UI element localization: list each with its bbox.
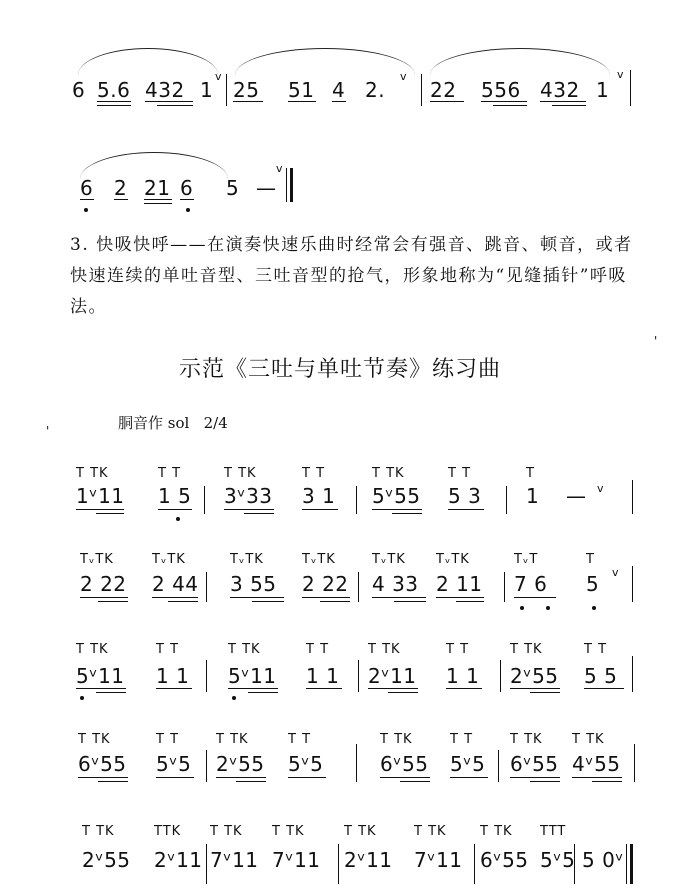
rhythm-underline bbox=[248, 692, 278, 693]
note-group: 2ᵛ11 bbox=[154, 848, 203, 872]
articulation-marks: T T bbox=[288, 732, 312, 747]
note-group: 2ᵛ11 bbox=[344, 848, 393, 872]
rhythm-underline bbox=[252, 601, 284, 602]
rhythm-underline bbox=[448, 509, 484, 510]
articulation-marks: T T bbox=[450, 732, 474, 747]
note-group: 5ᵛ55 bbox=[372, 484, 421, 508]
rhythm-underline bbox=[388, 692, 418, 693]
rhythm-underline bbox=[302, 509, 338, 510]
bar-line bbox=[206, 572, 207, 602]
articulation-marks: TTT bbox=[540, 824, 567, 839]
low-octave-dot bbox=[186, 208, 190, 212]
note: 6 bbox=[80, 176, 94, 200]
note-group: 胴音作 sol bbox=[118, 414, 190, 432]
bar-line bbox=[632, 480, 633, 514]
rhythm-underline bbox=[97, 105, 131, 106]
articulation-marks: T TK bbox=[78, 732, 111, 747]
bar-line bbox=[504, 572, 505, 602]
rhythm-underline bbox=[224, 509, 274, 510]
note-group: 6ᵛ55 bbox=[480, 848, 529, 872]
note-group: 4 33 bbox=[372, 572, 419, 596]
note-group: 5 3 bbox=[448, 484, 482, 508]
articulation-marks: TᵥTK bbox=[372, 552, 406, 567]
rhythm-underline bbox=[592, 781, 622, 782]
bar-line bbox=[358, 660, 359, 692]
articulation-marks: T TK bbox=[82, 824, 115, 839]
articulation-marks: T T bbox=[156, 642, 180, 657]
bar-line bbox=[630, 844, 633, 884]
example-title: 示范《三吐与单吐节奏》练习曲 bbox=[178, 357, 501, 382]
note: 51 bbox=[288, 78, 315, 102]
breath-mark: v bbox=[215, 70, 222, 83]
articulation-marks: T TK bbox=[224, 466, 257, 481]
note-group: 2ᵛ55 bbox=[510, 664, 559, 688]
articulation-marks: T TK bbox=[380, 732, 413, 747]
articulation-marks: T TK bbox=[480, 824, 513, 839]
bar-line bbox=[358, 572, 359, 602]
bar-line bbox=[356, 744, 357, 782]
rhythm-underline bbox=[288, 101, 316, 102]
rhythm-underline bbox=[80, 199, 94, 200]
articulation-marks: T TK bbox=[510, 642, 543, 657]
note: 1 bbox=[200, 78, 214, 102]
note-group: 1 bbox=[526, 484, 540, 508]
note: 21 bbox=[144, 176, 171, 200]
bar-line bbox=[506, 486, 507, 514]
note-group: 5ᵛ11 bbox=[228, 664, 277, 688]
articulation-marks: T T bbox=[302, 466, 326, 481]
rhythm-underline bbox=[446, 688, 482, 689]
note-group: 2 22 bbox=[80, 572, 127, 596]
articulation-marks: T TK bbox=[216, 732, 249, 747]
articulation-marks: T TK bbox=[272, 824, 305, 839]
articulation-marks: T T bbox=[156, 732, 180, 747]
bar-line bbox=[338, 844, 339, 884]
rhythm-underline bbox=[540, 101, 586, 102]
slur-arc bbox=[235, 48, 415, 75]
breath-mark: v bbox=[612, 566, 619, 579]
note: 25 bbox=[233, 78, 260, 102]
note: 6 bbox=[180, 176, 194, 200]
bar-line bbox=[630, 70, 631, 106]
articulation-marks: T T bbox=[448, 466, 472, 481]
note-group: 5ᵛ11 bbox=[76, 664, 125, 688]
note: 4 bbox=[332, 78, 346, 102]
rhythm-underline bbox=[158, 509, 192, 510]
note-group: 7ᵛ11 bbox=[272, 848, 321, 872]
rhythm-underline bbox=[76, 688, 126, 689]
note-group: 6ᵛ55 bbox=[510, 752, 559, 776]
note-group: 1 1 bbox=[156, 664, 190, 688]
rhythm-underline bbox=[76, 509, 124, 510]
rhythm-underline bbox=[584, 688, 624, 689]
time-signature: 2/4 bbox=[203, 414, 228, 432]
bar-line bbox=[226, 74, 227, 106]
rhythm-underline bbox=[430, 101, 464, 102]
rhythm-underline bbox=[180, 199, 194, 200]
note: 1 bbox=[596, 78, 610, 102]
bar-line bbox=[500, 660, 501, 692]
note: 2 bbox=[114, 176, 128, 200]
rhythm-underline bbox=[230, 597, 284, 598]
note-group: 3 1 bbox=[302, 484, 336, 508]
low-octave-dot bbox=[520, 606, 524, 610]
low-octave-dot bbox=[546, 606, 550, 610]
note: 5 bbox=[226, 176, 240, 200]
articulation-marks: T T bbox=[584, 642, 608, 657]
bar-line bbox=[626, 844, 627, 884]
articulation-marks: T TK bbox=[76, 466, 109, 481]
rhythm-underline bbox=[98, 781, 128, 782]
low-octave-dot bbox=[84, 208, 88, 212]
low-octave-dot bbox=[176, 517, 180, 521]
slur-arc bbox=[80, 152, 228, 179]
rhythm-underline bbox=[96, 692, 126, 693]
bar-line bbox=[421, 74, 422, 106]
breath-mark: v bbox=[400, 70, 407, 83]
note-group: 1 5 bbox=[158, 484, 192, 508]
rhythm-underline bbox=[156, 777, 194, 778]
articulation-marks: TᵥTK bbox=[80, 552, 114, 567]
bar-line bbox=[290, 168, 293, 202]
rhythm-underline bbox=[233, 101, 263, 102]
note-group: 2ᵛ11 bbox=[368, 664, 417, 688]
note-group: 7ᵛ11 bbox=[210, 848, 259, 872]
note: 2. bbox=[365, 78, 386, 102]
rhythm-underline bbox=[157, 105, 193, 106]
rhythm-underline bbox=[572, 777, 622, 778]
slur-arc bbox=[430, 48, 610, 75]
bar-line bbox=[574, 844, 575, 884]
articulation-marks: T TK bbox=[344, 824, 377, 839]
note: 5.6 bbox=[97, 78, 131, 102]
articulation-marks: TᵥTK bbox=[152, 552, 186, 567]
rhythm-underline bbox=[80, 597, 128, 598]
articulation-marks: T TK bbox=[210, 824, 243, 839]
rhythm-underline bbox=[320, 601, 350, 602]
bar-line bbox=[498, 750, 499, 782]
note-group: — bbox=[566, 484, 587, 508]
note-group: 2ᵛ55 bbox=[82, 848, 131, 872]
rhythm-underline bbox=[436, 597, 484, 598]
note-group: 7 6 bbox=[514, 572, 548, 596]
note-group: 5 5 bbox=[584, 664, 618, 688]
rhythm-underline bbox=[78, 777, 128, 778]
note-group: 2 44 bbox=[152, 572, 199, 596]
rhythm-underline bbox=[97, 101, 131, 102]
note: 556 bbox=[481, 78, 521, 102]
bar-line bbox=[204, 486, 205, 514]
bar-line bbox=[474, 844, 475, 884]
rhythm-underline bbox=[372, 509, 422, 510]
note-group: 1 1 bbox=[446, 664, 480, 688]
note-group: 6ᵛ55 bbox=[78, 752, 127, 776]
rhythm-underline bbox=[98, 601, 128, 602]
note-group: 4ᵛ55 bbox=[572, 752, 621, 776]
note: — bbox=[256, 176, 277, 200]
articulation-marks: T bbox=[586, 552, 595, 567]
rhythm-underline bbox=[145, 101, 193, 102]
note-group: 7ᵛ11 bbox=[414, 848, 463, 872]
rhythm-underline bbox=[372, 597, 426, 598]
rhythm-underline bbox=[96, 513, 124, 514]
articulation-marks: T TK bbox=[368, 642, 401, 657]
rhythm-underline bbox=[144, 203, 172, 204]
breath-mark: v bbox=[617, 68, 624, 81]
rhythm-underline bbox=[481, 101, 527, 102]
articulation-marks: TᵥTK bbox=[302, 552, 336, 567]
articulation-marks: T TK bbox=[228, 642, 261, 657]
bar-line bbox=[206, 750, 207, 782]
note-group: 5ᵛ5 bbox=[540, 848, 576, 872]
articulation-marks: T T bbox=[446, 642, 470, 657]
rhythm-underline bbox=[510, 688, 560, 689]
bar-line bbox=[632, 656, 633, 692]
articulation-marks: TᵥTK bbox=[436, 552, 470, 567]
articulation-marks: T TK bbox=[76, 642, 109, 657]
rhythm-underline bbox=[156, 688, 192, 689]
rhythm-underline bbox=[552, 105, 586, 106]
rhythm-underline bbox=[380, 777, 430, 778]
articulation-marks: T bbox=[526, 466, 535, 481]
bar-line bbox=[632, 566, 633, 602]
note-group: 5ᵛ5 bbox=[450, 752, 486, 776]
note: 22 bbox=[430, 78, 457, 102]
breath-mark: v bbox=[597, 482, 604, 495]
rhythm-underline bbox=[168, 601, 198, 602]
articulation-marks: T T bbox=[306, 642, 330, 657]
rhythm-underline bbox=[392, 513, 422, 514]
bar-line bbox=[206, 844, 207, 884]
note-group: 6ᵛ55 bbox=[380, 752, 429, 776]
note-group: 2ᵛ55 bbox=[216, 752, 265, 776]
articulation-marks: T TK bbox=[572, 732, 605, 747]
rhythm-underline bbox=[530, 692, 560, 693]
rhythm-underline bbox=[302, 597, 350, 598]
note-group: 1 1 bbox=[306, 664, 340, 688]
slur-arc bbox=[78, 48, 218, 75]
articulation-marks: T T bbox=[158, 466, 182, 481]
rhythm-underline bbox=[152, 597, 198, 598]
breath-mark: v bbox=[276, 162, 283, 175]
bar-line bbox=[356, 486, 357, 514]
note-group: 3ᵛ33 bbox=[224, 484, 273, 508]
low-octave-dot bbox=[232, 696, 236, 700]
articulation-marks: T TK bbox=[414, 824, 447, 839]
rhythm-underline bbox=[394, 601, 426, 602]
articulation-marks: TTK bbox=[154, 824, 182, 839]
rhythm-underline bbox=[114, 199, 128, 200]
rhythm-underline bbox=[530, 781, 560, 782]
rhythm-underline bbox=[510, 777, 560, 778]
note-group: 5ᵛ5 bbox=[156, 752, 192, 776]
note: 432 bbox=[145, 78, 185, 102]
note: 6 bbox=[72, 78, 86, 102]
rhythm-underline bbox=[216, 777, 266, 778]
rhythm-underline bbox=[400, 781, 430, 782]
rhythm-underline bbox=[456, 601, 484, 602]
note-group: 1ᵛ11 bbox=[76, 484, 125, 508]
rhythm-underline bbox=[450, 777, 488, 778]
rhythm-underline bbox=[493, 105, 527, 106]
rhythm-underline bbox=[514, 597, 556, 598]
note-group: 5 0ᵛ bbox=[582, 848, 625, 872]
low-octave-dot bbox=[80, 696, 84, 700]
note-group: 2 11 bbox=[436, 572, 483, 596]
rhythm-underline bbox=[236, 781, 266, 782]
rhythm-underline bbox=[368, 688, 418, 689]
bar-line bbox=[286, 168, 287, 202]
rhythm-underline bbox=[144, 199, 172, 200]
note-group: 5 bbox=[586, 572, 600, 596]
note-group: 2 22 bbox=[302, 572, 349, 596]
bar-line bbox=[634, 744, 635, 782]
articulation-marks: TᵥT bbox=[514, 552, 539, 567]
low-octave-dot bbox=[592, 606, 596, 610]
rhythm-underline bbox=[228, 688, 278, 689]
note: 432 bbox=[540, 78, 580, 102]
articulation-marks: T TK bbox=[372, 466, 405, 481]
articulation-marks: TᵥTK bbox=[230, 552, 264, 567]
key-signature bbox=[118, 412, 228, 433]
note-group: 3 55 bbox=[230, 572, 277, 596]
rhythm-underline bbox=[244, 513, 274, 514]
rhythm-underline bbox=[288, 777, 326, 778]
rhythm-underline bbox=[332, 101, 346, 102]
body-paragraph: 3. 快吸快呼——在演奏快速乐曲时经常会有强音、跳音、顿音，或者快速连续的单吐音型、三吐音型的抢气，形象地称为“见缝插针”呼吸法。 bbox=[70, 235, 633, 317]
rhythm-underline bbox=[306, 688, 342, 689]
bar-line bbox=[206, 660, 207, 692]
articulation-marks: T TK bbox=[510, 732, 543, 747]
note-group: 5ᵛ5 bbox=[288, 752, 324, 776]
